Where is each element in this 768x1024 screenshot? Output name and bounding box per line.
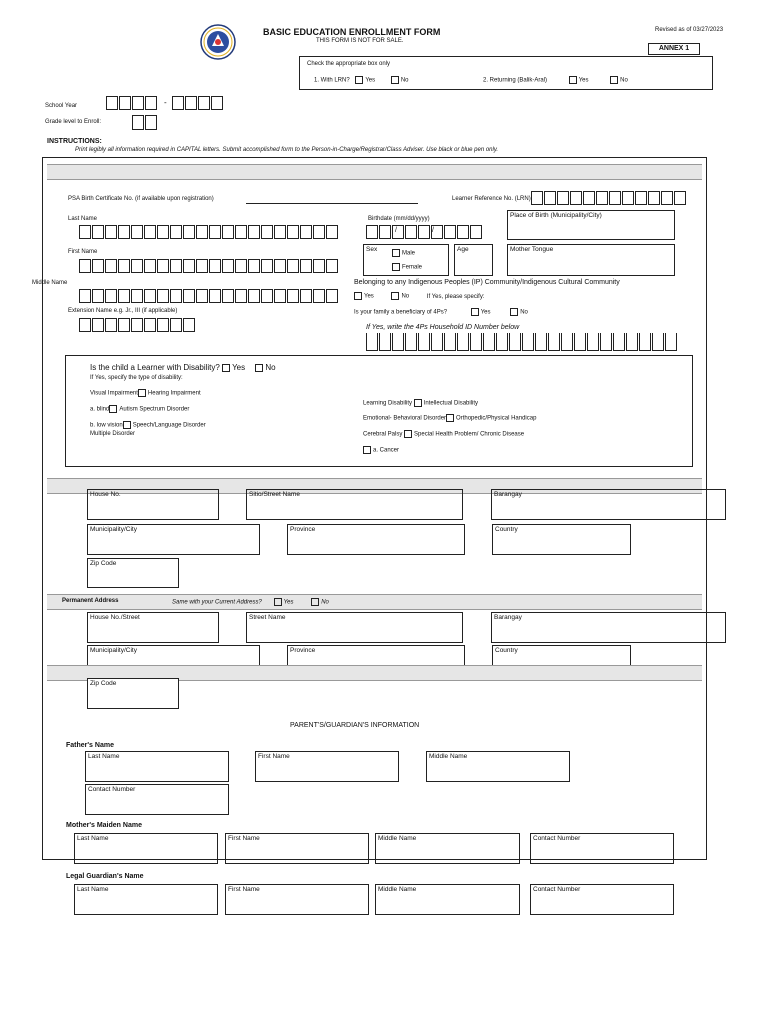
school-year-end-input[interactable] xyxy=(172,96,224,110)
father-last-input[interactable] xyxy=(85,751,229,782)
father-contact-input[interactable] xyxy=(85,784,229,815)
fourps-no-label: No xyxy=(520,309,528,316)
check-box-panel xyxy=(299,56,713,90)
lrn-question-text: 1. With LRN? xyxy=(314,77,350,84)
male-checkbox[interactable] xyxy=(392,249,400,257)
lrn-question xyxy=(314,76,409,84)
permanent-no-label: No xyxy=(321,599,329,606)
guardian-last-input[interactable] xyxy=(74,884,218,915)
guardian-first-label: First Name xyxy=(228,886,260,893)
blind-label: a. blind xyxy=(90,406,110,413)
returning-question xyxy=(483,76,628,84)
emotional-label: Emotional- Behavioral Disorder xyxy=(363,415,447,422)
current-municipality-label: Municipality/City xyxy=(90,526,137,533)
female-option xyxy=(392,263,422,271)
instructions-heading: INSTRUCTIONS: xyxy=(47,138,102,145)
permanent-same-row xyxy=(172,598,329,606)
visual-checkbox[interactable] xyxy=(138,389,146,397)
female-label: Female xyxy=(402,264,423,271)
returning-yes-checkbox[interactable] xyxy=(569,76,577,84)
learner-info-band xyxy=(47,164,702,180)
fourps-yes-checkbox[interactable] xyxy=(471,308,479,316)
permanent-municipality-label: Municipality/City xyxy=(90,647,137,654)
grade-level-input[interactable] xyxy=(132,115,158,130)
cerebral-label: Cerebral Palsy xyxy=(363,431,403,438)
birthdate-slash-1: / xyxy=(395,227,397,234)
fourps-question-row xyxy=(354,308,528,316)
autism-label: Autism Spectrum Disorder xyxy=(119,406,190,413)
permanent-zip-label: Zip Code xyxy=(90,680,117,687)
intellectual-label: Intellectual Disability xyxy=(423,400,479,407)
disability-question-row xyxy=(90,363,276,372)
sex-field xyxy=(363,244,449,276)
disability-panel xyxy=(65,355,693,467)
lrn-no-label: No xyxy=(400,77,409,84)
annex-text: ANNEX 1 xyxy=(658,45,690,52)
permanent-street-input[interactable] xyxy=(246,612,463,643)
father-contact-label: Contact Number xyxy=(88,786,136,793)
psa-label: PSA Birth Certificate No. (if available upon registration) xyxy=(68,196,214,202)
extension-label: Extension Name e.g. Jr., III (if applicable) xyxy=(68,308,178,314)
guardian-first-input[interactable] xyxy=(225,884,369,915)
ip-question: Belonging to any Indigenous Peoples (IP) Community/Indigenous Cultural Community xyxy=(354,279,620,286)
current-street-label: Sitio/Street Name xyxy=(249,491,300,498)
form-subtitle: THIS FORM IS NOT FOR SALE. xyxy=(316,38,404,44)
parents-heading: PARENT'S/GUARDIAN'S INFORMATION xyxy=(290,722,420,729)
place-of-birth-label: Place of Birth (Municipality/City) xyxy=(510,212,602,219)
female-checkbox[interactable] xyxy=(392,263,400,271)
permanent-yes-checkbox[interactable] xyxy=(274,598,282,606)
speech-label: Speech/Language Disorder xyxy=(132,422,206,429)
permanent-same-question: Same with your Current Address? xyxy=(172,599,262,606)
lrn-no-checkbox[interactable] xyxy=(391,76,399,84)
lrn-input[interactable] xyxy=(531,191,687,205)
check-instruction: Check the appropriate box only xyxy=(307,61,391,67)
cerebral-checkbox[interactable] xyxy=(404,430,412,438)
current-province-label: Province xyxy=(290,526,316,533)
cerebral-row xyxy=(363,430,524,438)
father-last-label: Last Name xyxy=(88,753,120,760)
fourps-question: Is your family a beneficiary of 4Ps? xyxy=(354,309,448,316)
current-street-input[interactable] xyxy=(246,489,463,520)
current-zip-input[interactable] xyxy=(87,558,179,588)
emotional-checkbox[interactable] xyxy=(446,414,454,422)
instructions-text: Print legibly all information required in CAPITAL letters. Submit accomplished form to the Person-in-Charge/Registrar/Class Adviser. Use black or blue pen only. xyxy=(75,147,499,153)
returning-no-label: No xyxy=(620,77,628,84)
cancer-checkbox[interactable] xyxy=(363,446,371,454)
annex-label xyxy=(648,43,700,55)
current-country-label: Country xyxy=(495,526,518,533)
orthopedic-label: Orthopedic/Physical Handicap xyxy=(456,415,537,422)
permanent-heading: Permanent Address xyxy=(62,598,119,604)
guardian-last-label: Last Name xyxy=(77,886,109,893)
fourps-id-input[interactable] xyxy=(366,333,678,351)
current-province-input[interactable] xyxy=(287,524,465,555)
hearing-label: Hearing Impairment xyxy=(147,390,201,397)
father-first-input[interactable] xyxy=(255,751,399,782)
multiple-label: Multiple Disorder xyxy=(90,431,136,437)
current-country-input[interactable] xyxy=(492,524,631,555)
current-house-label: House No. xyxy=(90,491,121,498)
disability-question: Is the child a Learner with Disability? xyxy=(90,363,220,372)
mother-last-input[interactable] xyxy=(74,833,218,864)
current-barangay-label: Barangay xyxy=(494,491,522,498)
disability-specify: If Yes, specify the type of disability: xyxy=(90,375,183,381)
low-vision-row xyxy=(90,421,206,429)
psa-input[interactable] xyxy=(246,203,418,204)
last-name-label: Last Name xyxy=(68,216,98,222)
permanent-yes-label: Yes xyxy=(283,599,294,606)
permanent-no-checkbox[interactable] xyxy=(311,598,319,606)
first-name-label: First Name xyxy=(68,249,98,255)
returning-no-checkbox[interactable] xyxy=(610,76,618,84)
blind-checkbox[interactable] xyxy=(109,405,117,413)
mother-middle-label: Middle Name xyxy=(378,835,417,842)
birthdate-label: Birthdate (mm/dd/yyyy) xyxy=(368,216,430,222)
cancer-row xyxy=(363,446,399,454)
middle-name-input[interactable] xyxy=(79,289,339,303)
low-vision-label: b. low vision xyxy=(90,422,123,429)
fourps-no-checkbox[interactable] xyxy=(510,308,518,316)
returning-question-text: 2. Returning (Balik-Aral) xyxy=(483,77,548,84)
school-year-label: School Year xyxy=(45,103,78,109)
current-zip-label: Zip Code xyxy=(90,560,117,567)
father-middle-input[interactable] xyxy=(426,751,570,782)
visual-label: Visual Impairment xyxy=(90,390,138,397)
mother-first-label: First Name xyxy=(228,835,260,842)
birthdate-slash-2: / xyxy=(432,227,434,234)
emotional-row xyxy=(363,414,536,422)
disability-yes-label: Yes xyxy=(232,363,246,372)
sex-label: Sex xyxy=(366,246,378,253)
lrn-yes-checkbox[interactable] xyxy=(355,76,363,84)
fourps-id-label: If Yes, write the 4Ps Household ID Number below xyxy=(366,324,520,331)
permanent-address-band xyxy=(47,594,702,610)
age-label: Age xyxy=(457,246,469,253)
mother-heading: Mother's Maiden Name xyxy=(66,822,142,829)
mother-contact-label: Contact Number xyxy=(533,835,581,842)
extension-input[interactable] xyxy=(79,318,196,332)
lrn-yes-label: Yes xyxy=(365,77,376,84)
ip-yes-checkbox[interactable] xyxy=(354,292,362,300)
permanent-street-label: Street Name xyxy=(249,614,286,621)
mother-contact-input[interactable] xyxy=(530,833,674,864)
permanent-province-label: Province xyxy=(290,647,316,654)
place-of-birth-input[interactable] xyxy=(507,210,675,240)
middle-name-label: Middle Name xyxy=(32,280,68,286)
father-first-label: First Name xyxy=(258,753,290,760)
learning-row xyxy=(363,399,478,407)
male-option xyxy=(392,249,415,257)
guardian-contact-label: Contact Number xyxy=(533,886,581,893)
disability-no-label: No xyxy=(265,363,276,372)
current-barangay-input[interactable] xyxy=(491,489,726,520)
grade-level-label: Grade level to Enroll: xyxy=(45,119,102,125)
deped-seal xyxy=(200,24,236,60)
school-year-start-input[interactable] xyxy=(106,96,158,110)
ip-options xyxy=(354,292,485,300)
ip-specify-label: If Yes, please specify: xyxy=(426,293,485,300)
mother-last-label: Last Name xyxy=(77,835,109,842)
ip-no-checkbox[interactable] xyxy=(391,292,399,300)
permanent-house-label: House No./Street xyxy=(90,614,140,621)
disability-no-checkbox[interactable] xyxy=(255,364,263,372)
disability-yes-checkbox[interactable] xyxy=(222,364,230,372)
current-municipality-input[interactable] xyxy=(87,524,260,555)
returning-yes-label: Yes xyxy=(578,77,589,84)
fourps-yes-label: Yes xyxy=(480,309,491,316)
guardian-middle-input[interactable] xyxy=(375,884,520,915)
special-health-label: Special Health Problem/ Chronic Disease xyxy=(414,431,525,438)
lrn-label: Learner Reference No. (LRN) xyxy=(452,196,531,202)
birthdate-input[interactable] xyxy=(366,225,483,239)
guardian-contact-input[interactable] xyxy=(530,884,674,915)
low-vision-checkbox[interactable] xyxy=(123,421,131,429)
father-heading: Father's Name xyxy=(66,742,114,749)
ip-no-label: No xyxy=(401,293,410,300)
permanent-barangay-input[interactable] xyxy=(491,612,726,643)
permanent-zip-input[interactable] xyxy=(87,678,179,709)
learning-label: Learning Disability xyxy=(363,400,413,407)
ip-yes-label: Yes xyxy=(364,293,374,300)
mother-first-input[interactable] xyxy=(225,833,369,864)
permanent-country-label: Country xyxy=(495,647,518,654)
learning-checkbox[interactable] xyxy=(414,399,422,407)
permanent-house-input[interactable] xyxy=(87,612,219,643)
cancer-label: a. Cancer xyxy=(373,447,400,454)
last-name-input[interactable] xyxy=(79,225,339,239)
current-house-input[interactable] xyxy=(87,489,219,520)
guardian-middle-label: Middle Name xyxy=(378,886,417,893)
revised-date: Revised as of 03/27/2023 xyxy=(655,27,724,33)
mother-tongue-input[interactable] xyxy=(507,244,675,276)
first-name-input[interactable] xyxy=(79,259,339,273)
blind-row xyxy=(90,405,189,413)
permanent-barangay-label: Barangay xyxy=(494,614,522,621)
guardian-heading: Legal Guardian's Name xyxy=(66,873,144,880)
mother-middle-input[interactable] xyxy=(375,833,520,864)
visual-row xyxy=(90,389,201,397)
form-title: BASIC EDUCATION ENROLLMENT FORM xyxy=(263,27,441,37)
male-label: Male xyxy=(402,250,416,257)
mother-tongue-label: Mother Tongue xyxy=(510,246,554,253)
school-year-dash: - xyxy=(164,98,167,107)
father-middle-label: Middle Name xyxy=(429,753,468,760)
age-input[interactable] xyxy=(454,244,493,276)
